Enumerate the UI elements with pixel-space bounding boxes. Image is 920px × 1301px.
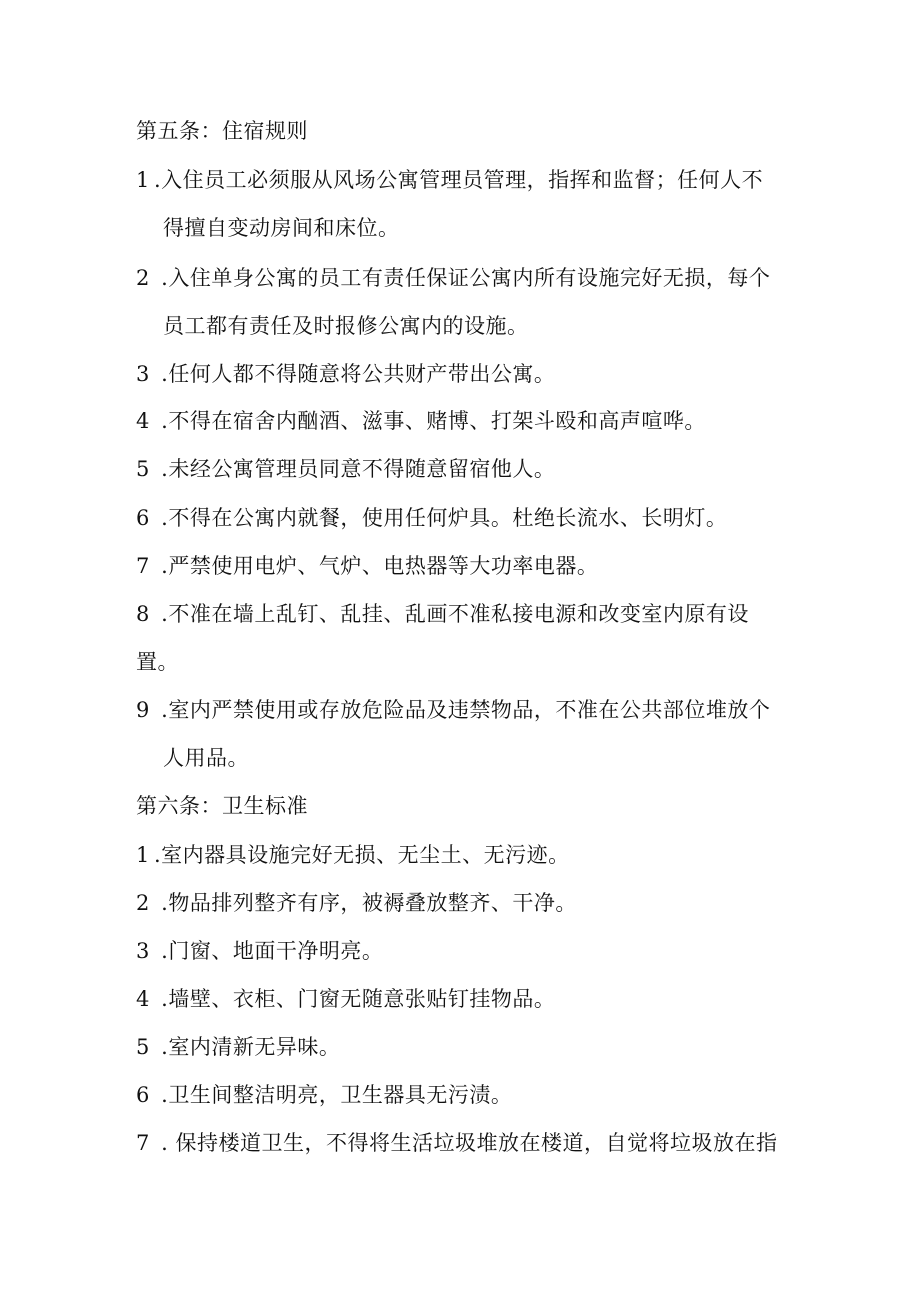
rule-5-4 (136, 406, 706, 436)
rule-5-9-continuation: 人用品。 (163, 746, 249, 770)
item-text: .门窗、地面干净明亮。 (154, 939, 384, 963)
item-number: 5 (136, 1035, 150, 1059)
item-text: .室内严禁使用或存放危险品及违禁物品，不准在公共部位堆放个 (154, 698, 771, 722)
rule-6-4 (136, 984, 555, 1014)
item-number: 1 (136, 168, 150, 192)
item-text: .墙壁、衣柜、门窗无随意张贴钉挂物品。 (154, 987, 556, 1011)
item-text: .任何人都不得随意将公共财产带出公寓。 (154, 362, 556, 386)
item-number: 6 (136, 1083, 150, 1107)
item-text: .室内器具设施完好无损、无尘土、无污迹。 (154, 843, 570, 867)
rule-5-8 (136, 599, 749, 629)
item-number: 5 (136, 457, 150, 481)
item-number: 1 (136, 843, 150, 867)
rule-5-1-continuation: 得擅自变动房间和床位。 (163, 216, 400, 240)
rule-5-1 (136, 165, 763, 195)
rule-6-7 (136, 1128, 778, 1158)
rule-5-9 (136, 695, 770, 725)
item-number: 6 (136, 506, 150, 530)
rule-5-2-continuation: 员工都有责任及时报修公寓内的设施。 (163, 314, 529, 338)
item-text: .未经公寓管理员同意不得随意留宿他人。 (154, 457, 556, 481)
item-number: 4 (136, 987, 150, 1011)
rule-5-5 (136, 454, 555, 484)
item-number: 3 (136, 362, 150, 386)
item-number: 2 (136, 891, 150, 915)
rule-5-2 (136, 263, 770, 293)
rule-5-8-continuation: 置。 (136, 650, 179, 674)
section5-heading: 第五条：住宿规则 (136, 119, 308, 143)
item-number: 3 (136, 939, 150, 963)
section6-heading: 第六条：卫生标准 (136, 794, 308, 818)
rule-5-3 (136, 359, 555, 389)
rule-6-1 (136, 840, 570, 870)
item-text: .严禁使用电炉、气炉、电热器等大功率电器。 (154, 554, 599, 578)
item-number: 9 (136, 698, 150, 722)
item-text: .不得在公寓内就餐，使用任何炉具。杜绝长流水、长明灯。 (154, 506, 728, 530)
item-number: 7 (136, 554, 150, 578)
item-number: 2 (136, 266, 150, 290)
item-text: .入住员工必须服从风场公寓管理员管理，指挥和监督；任何人不 (154, 168, 764, 192)
rule-6-3 (136, 936, 383, 966)
rule-6-2 (136, 888, 577, 918)
item-text: . 保持楼道卫生，不得将生活垃圾堆放在楼道，自觉将垃圾放在指 (154, 1131, 778, 1155)
item-text: .不准在墙上乱钉、乱挂、乱画不准私接电源和改变室内原有设 (154, 602, 749, 626)
item-text: .物品排列整齐有序，被褥叠放整齐、干净。 (154, 891, 577, 915)
rule-6-6 (136, 1080, 512, 1110)
item-number: 8 (136, 602, 150, 626)
rule-5-6 (136, 503, 727, 533)
rule-5-7 (136, 551, 598, 581)
rule-6-5 (136, 1032, 340, 1062)
item-text: .不得在宿舍内酗酒、滋事、赌博、打架斗殴和高声喧哗。 (154, 409, 706, 433)
item-text: .卫生间整洁明亮，卫生器具无污渍。 (154, 1083, 513, 1107)
item-number: 7 (136, 1131, 150, 1155)
item-number: 4 (136, 409, 150, 433)
item-text: .入住单身公寓的员工有责任保证公寓内所有设施完好无损，每个 (154, 266, 771, 290)
item-text: .室内清新无异味。 (154, 1035, 341, 1059)
